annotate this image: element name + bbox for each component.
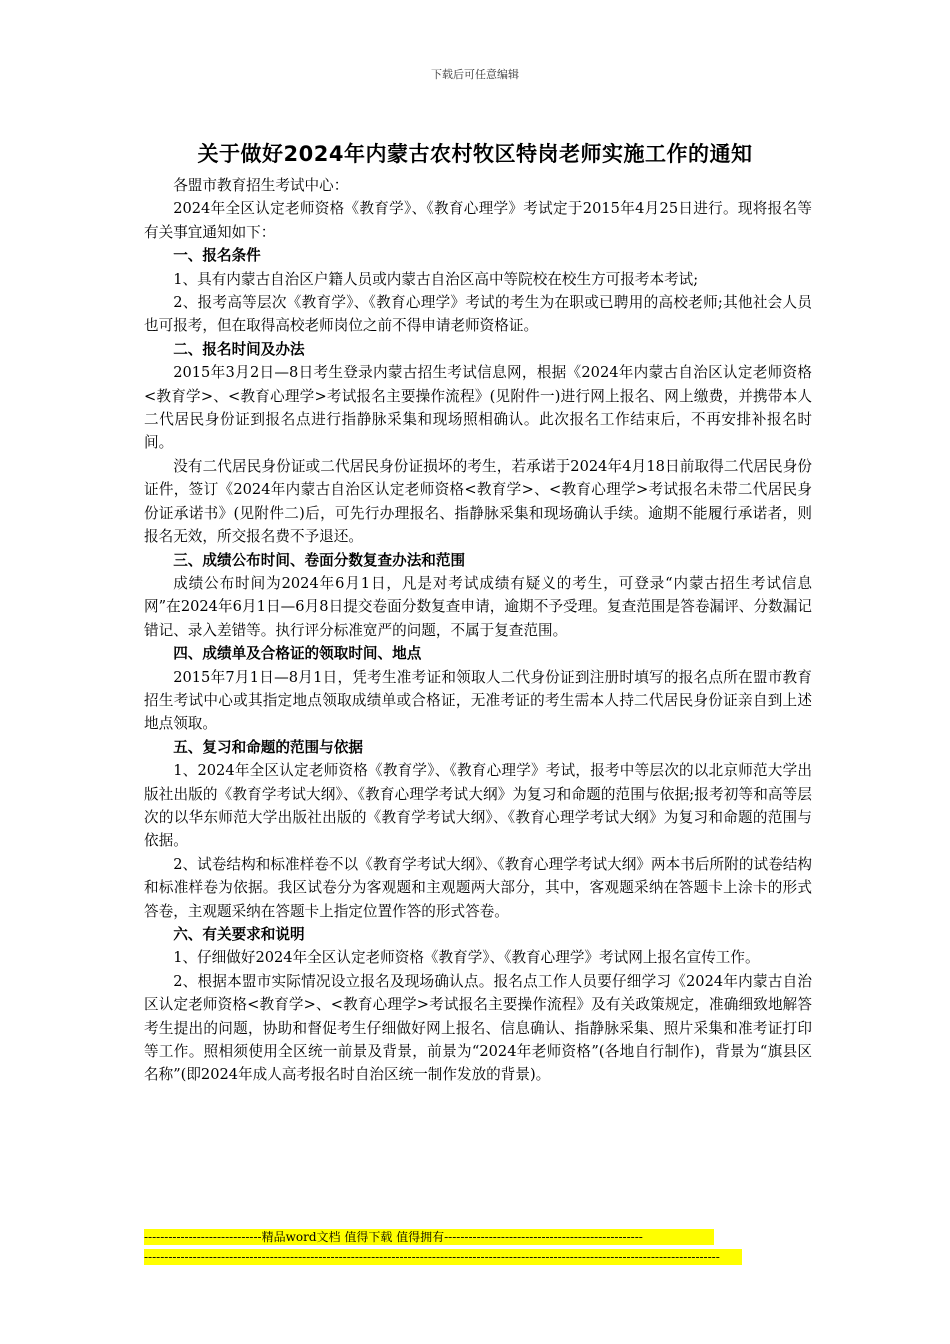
- paragraph: 2015年3月2日—8日考生登录内蒙古招生考试信息网，根据《2024年内蒙古自治区认定老师资格<教育学>、<教育心理学>考试报名主要操作流程》(见附件一)进行网上报名、网上缴费，并携带本人二代居民身份证到报名点进行指静脉采集和现场照相确认。此次报名工作结束后，不再安排补报名时间。: [144, 364, 812, 452]
- footer-line-1: -----------------------------精品word文档 值得下载 值得拥有-------------------------------------------------: [144, 1229, 714, 1245]
- section-heading-3: 三、成绩公布时间、卷面分数复查办法和范围: [173, 551, 466, 569]
- section-heading-6: 六、有关要求和说明: [173, 926, 305, 943]
- salutation: 各盟市教育招生考试中心：: [173, 177, 349, 194]
- paragraph: 没有二代居民身份证或二代居民身份证损坏的考生，若承诺于2024年4月18日前取得二代居民身份证件，签订《2024年内蒙古自治区认定老师资格<教育学>、<教育心理学>考试报名未带二代居民身份证承诺书》(见附件二)后，可先行办理报名、指静脉采集和现场确认手续。逾期不能履行承诺者，则报名无效，所交报名费不予退还。: [144, 457, 812, 546]
- paragraph: 1、2024年全区认定老师资格《教育学》、《教育心理学》考试，报考中等层次的以北京师范大学出版社出版的《教育学考试大纲》、《教育心理学考试大纲》为复习和命题的范围与依据;报考初等和高等层次的以华东师范大学出版社出版的《教育学考试大纲》、《教育心理学考试大纲》为复习和命题的范围与依据。: [144, 762, 812, 850]
- paragraph: 2、报考高等层次《教育学》、《教育心理学》考试的考生为在职或已聘用的高校老师;其他社会人员也可报考，但在取得高校老师岗位之前不得申请老师资格证。: [144, 294, 812, 335]
- section-heading-4: 四、成绩单及合格证的领取时间、地点: [173, 645, 422, 663]
- paragraph: 2、试卷结构和标准样卷不以《教育学考试大纲》、《教育心理学考试大纲》两本书后所附的试卷结构和标准样卷为依据。我区试卷分为客观题和主观题两大部分，其中，客观题采纳在答题卡上涂卡的形式答卷，主观题采纳在答题卡上指定位置作答的形式答卷。: [144, 855, 812, 920]
- intro-paragraph: 2024年全区认定老师资格《教育学》、《教育心理学》考试定于2015年4月25日进行。现将报名等有关事宜通知如下：: [144, 200, 812, 241]
- paragraph: 2015年7月1日—8月1日，凭考生准考证和领取人二代身份证到注册时填写的报名点所在盟市教育招生考试中心或其指定地点领取成绩单或合格证，无准考证的考生需本人持二代居民身份证亲自到上述地点领取。: [144, 668, 812, 733]
- paragraph: 1、仔细做好2024年全区认定老师资格《教育学》、《教育心理学》考试网上报名宣传工作。: [173, 949, 760, 967]
- paragraph: 2、根据本盟市实际情况设立报名及现场确认点。报名点工作人员要仔细学习《2024年内蒙古自治区认定老师资格<教育学>、<教育心理学>考试报名主要操作流程》及有关政策规定，准确细致地解答考生提出的问题，协助和督促考生仔细做好网上报名、信息确认、指静脉采集、照片采集和准考证打印等工作。照相须使用全区统一前景及背景，前景为“2024年老师资格”(各地自行制作)，背景为“旗县区名称”(即2024年成人高考报名时自治区统一制作发放的背景)。: [144, 972, 812, 1084]
- header-note: 下载后可任意编辑: [431, 68, 519, 81]
- document-title: 关于做好2024年内蒙古农村牧区特岗老师实施工作的通知: [197, 142, 753, 166]
- footer-banner: [144, 1229, 742, 1269]
- section-heading-5: 五、复习和命题的范围与依据: [173, 738, 363, 756]
- footer-line-2: ----------------------------------------------------------------------------------------------------------------------------------------------: [144, 1249, 742, 1265]
- paragraph: 成绩公布时间为2024年6月1日，凡是对考试成绩有疑义的考生，可登录“内蒙古招生考试信息网”在2024年6月1日—6月8日提交卷面分数复查申请，逾期不予受理。复查范围是答卷漏评、分数漏记错记、录入差错等。执行评分标准宽严的问题，不属于复查范围。: [144, 574, 812, 639]
- paragraph: 1、具有内蒙古自治区户籍人员或内蒙古自治区高中等院校在校生方可报考本考试;: [173, 270, 699, 288]
- section-heading-1: 一、报名条件: [173, 247, 261, 265]
- document-body: [144, 174, 812, 1087]
- section-heading-2: 二、报名时间及办法: [173, 340, 305, 358]
